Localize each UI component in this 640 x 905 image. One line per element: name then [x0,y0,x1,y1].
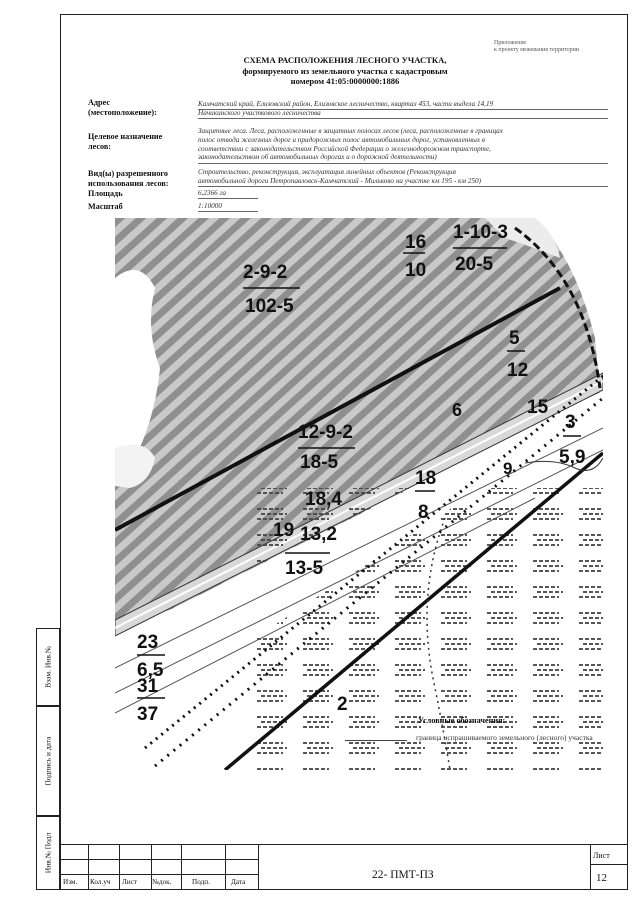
map-label-12-9-2: 12-9-2 [298,422,353,443]
map-label-18-4: 18,4 [305,489,342,510]
map-label-6: 6 [452,400,463,420]
stamp-col-6 [258,844,259,890]
map-label-5: 5 [509,328,520,349]
address-label [88,98,157,117]
document-code: 22- ПМТ-ПЗ [372,869,434,881]
purpose-value-line-2: полос отвода железных дорог и придорожных полос автомобильных дорог, установленных в [198,135,486,144]
scale-label: Масштаб [88,202,123,211]
map-label-12: 12 [507,360,529,381]
stamp-col-sheet [590,844,591,890]
map-label-18-5: 18-5 [300,452,339,473]
use-value [198,168,608,186]
legend-line-sample [345,740,407,741]
map-label-13-2: 13,2 [300,524,337,545]
use-label-line-2: использования лесов: [88,178,169,188]
side-stamp-inv-zam [36,628,60,706]
legend-item-text: граница испрашиваемого земельного (лесного) участка [416,733,593,742]
stamp-list: Лист [122,878,138,886]
area-label: Площадь [88,189,123,198]
purpose-label-line-2: лесов: [88,141,111,151]
stamp-col-2 [119,844,120,890]
stamp-col-1 [88,844,89,890]
title-line-3: номером 41:05:0000000:1886 [290,76,400,86]
map-label-6-5: 6,5 [137,660,164,681]
purpose-underline [198,163,608,164]
area-underline [198,198,258,199]
use-value-line-1: Строительство, реконструкция, эксплуатация линейных объектов (Реконструкция [198,168,456,176]
stamp-col-4 [181,844,182,890]
appendix-line-1: Приложение [494,40,527,46]
address-label-line-1: Адрес [88,98,110,107]
map-label-31: 31 [137,676,159,697]
map-label-9: 9 [503,459,513,478]
map-label-15: 15 [527,397,549,418]
map-label-3: 3 [565,412,576,433]
stamp-row-2 [60,874,258,875]
appendix-line-2: к проекту межевания территории [494,47,579,53]
map-label-16: 16 [405,232,427,253]
purpose-label [88,132,162,151]
map-label-102-5: 102-5 [245,296,294,317]
purpose-value [198,127,608,162]
scale-value: 1:10000 [198,202,222,210]
purpose-value-line-3: соответствии с законодательством Российской Федерации о железнодорожном транспорте, [198,144,491,153]
scale-underline [198,211,258,212]
document-title [200,55,490,87]
map-label-37: 37 [137,704,159,725]
stamp-sheet-divider [590,864,628,865]
stamp-kol-uch: Кол.уч [90,878,111,886]
title-line-2: формируемого из земельного участка с кадастровым [242,65,448,76]
stamp-data: Дата [231,878,246,886]
appendix-note [494,40,579,54]
stamp-podp: Подп. [192,878,210,886]
stamp-ndok: №док. [152,878,172,886]
address-value-line-1: Камчатский край, Елизовский район, Елизовское лесничество, квартал 453, части выдела 14,19 [198,100,494,108]
side-label-inv-podl: Инв.№ Подл [43,832,53,874]
legend-title: Условные обозначения: [418,716,506,725]
use-label [88,169,169,188]
map-label-20-5: 20-5 [455,254,494,275]
map-label-10: 10 [405,260,427,281]
address-label-line-2: (местоположение): [88,107,157,117]
map-label-13-5: 13-5 [285,558,324,579]
side-label-inv-zam: Взам. Инв.№ [43,646,53,688]
use-label-line-1: Вид(ы) разрешенного [88,169,169,178]
address-underline-2 [198,118,608,119]
title-line-1: СХЕМА РАСПОЛОЖЕНИЯ ЛЕСНОГО УЧАСТКА, [243,55,447,65]
map-schema [115,218,603,770]
side-label-podpis: Подпись и дата [43,736,53,786]
side-stamp-podpis [36,706,60,816]
sheet-number: 12 [596,872,607,884]
address-value-line-2: Начикинского участкового лесничества [198,108,321,117]
side-stamp-inv-podl [36,816,60,890]
area-value: 6,2366 га [198,189,226,197]
map-svg [115,218,603,770]
map-label-18: 18 [415,468,437,489]
stamp-col-5 [225,844,226,890]
map-label-2: 2 [337,694,348,715]
purpose-value-line-1: Защитные леса. Леса, расположенные в защитных полосах лесов (леса, расположенные в границах [198,127,503,135]
map-label-2-9-2: 2-9-2 [243,262,288,283]
map-label-1-10-3: 1-10-3 [453,222,508,243]
map-label-5-9: 5,9 [559,447,586,468]
stamp-izm: Изм. [63,878,78,886]
sheet-label: Лист [593,851,610,860]
map-label-8: 8 [418,502,429,523]
purpose-value-line-4: законодательством об автомобильных дорогах и о дорожной деятельности) [198,153,437,162]
stamp-top-border [60,844,628,845]
map-label-23: 23 [137,632,159,653]
purpose-label-line-1: Целевое назначение [88,132,163,141]
use-value-line-2: автомобильной дороги Петропавловск-Камчатский - Мильково на участке км 195 - км 250) [198,176,481,185]
stamp-row-1 [60,859,258,860]
use-underline [198,186,608,187]
address-underline-1 [198,109,608,110]
map-label-19: 19 [273,520,295,541]
